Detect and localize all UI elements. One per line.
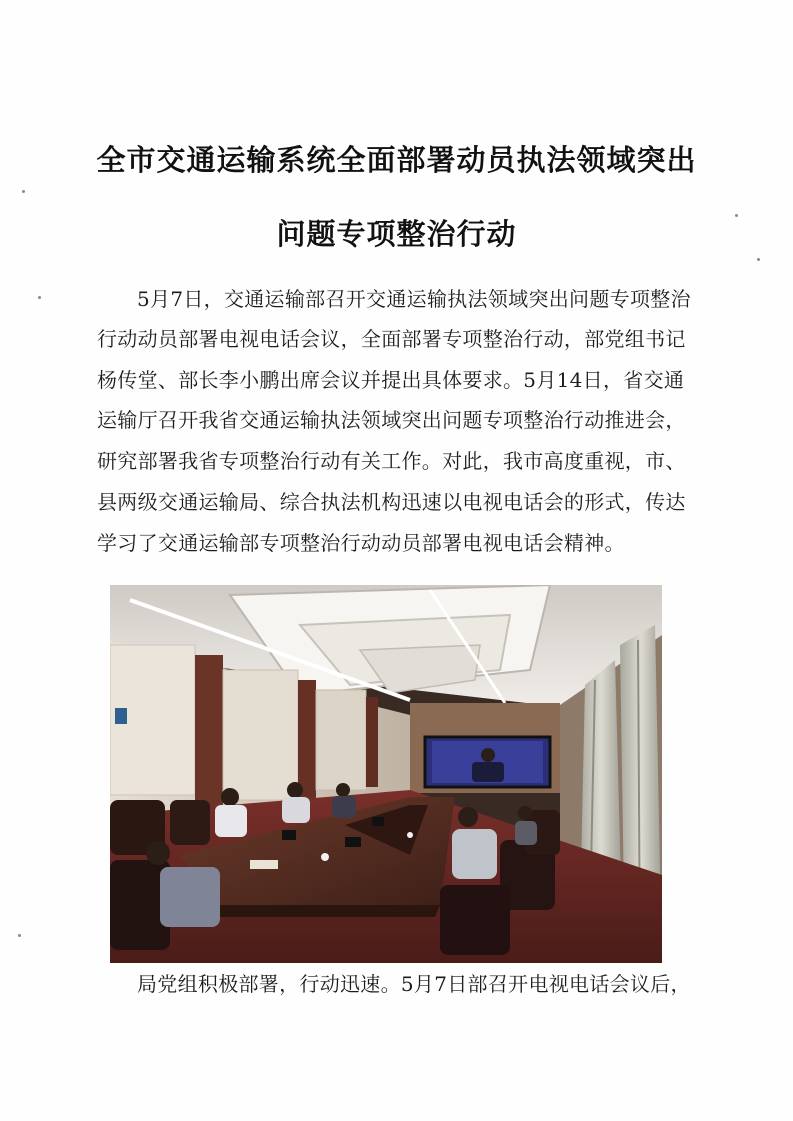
paragraph-1-line-3: 杨传堂、部长李小鹏出席会议并提出具体要求。5月14日，省交通: [97, 368, 685, 392]
wall-panel: [223, 670, 298, 800]
paragraph-1-line-5: 研究部署我省专项整治行动有关工作。对此，我市高度重视，市、: [97, 449, 686, 473]
wall-sign: [115, 708, 127, 724]
attendee-head: [221, 788, 239, 806]
chair: [170, 800, 210, 845]
document-title-line-1: 全市交通运输系统全面部署动员执法领域突出: [96, 143, 697, 177]
paragraph-1-line-2: 行动动员部署电视电话会议，全面部署专项整治行动，部党组书记: [97, 327, 686, 351]
meeting-photo: [110, 585, 662, 963]
attendee-head: [146, 841, 170, 865]
attendee-body: [332, 796, 356, 818]
table-edge: [210, 905, 440, 917]
paragraph-2-line-1: 局党组积极部署，行动迅速。5月7日部召开电视电话会议后，: [137, 972, 691, 996]
paragraph-1-line-1: 5月7日，交通运输部召开交通运输执法领域突出问题专项整治: [137, 287, 691, 311]
wall-pillar: [195, 655, 223, 815]
table-document: [250, 860, 278, 869]
attendee-body: [215, 805, 247, 837]
attendee-head: [287, 782, 303, 798]
table-nameplate: [372, 817, 384, 826]
chair: [440, 885, 510, 955]
scan-speck: [38, 296, 41, 299]
attendee-body: [452, 829, 497, 879]
scan-speck: [757, 258, 760, 261]
wall-pillar: [366, 697, 378, 787]
document-title-line-2: 问题专项整治行动: [276, 217, 517, 251]
attendee-body: [515, 821, 537, 845]
wall-panel: [316, 690, 366, 790]
table-cup: [321, 853, 329, 861]
speaker-body: [472, 762, 504, 782]
table-nameplate: [282, 830, 296, 840]
scan-speck: [18, 934, 21, 937]
scan-speck: [22, 190, 25, 193]
scan-speck: [735, 214, 738, 217]
attendee-head: [458, 807, 478, 827]
wall-pillar: [298, 680, 316, 800]
paragraph-1-line-4: 运输厅召开我省交通运输执法领域突出问题专项整治行动推进会，: [97, 408, 686, 432]
attendee-head: [518, 806, 532, 820]
table-nameplate: [345, 837, 361, 847]
table-cup: [407, 832, 413, 838]
paragraph-1-line-7: 学习了交通运输部专项整治行动动员部署电视电话会精神。: [97, 531, 625, 555]
paragraph-1-line-6: 县两级交通运输局、综合执法机构迅速以电视电话会的形式，传达: [97, 490, 686, 514]
attendee-head: [336, 783, 350, 797]
attendee-body: [282, 797, 310, 823]
attendee-body: [160, 867, 220, 927]
speaker-head: [481, 748, 495, 762]
